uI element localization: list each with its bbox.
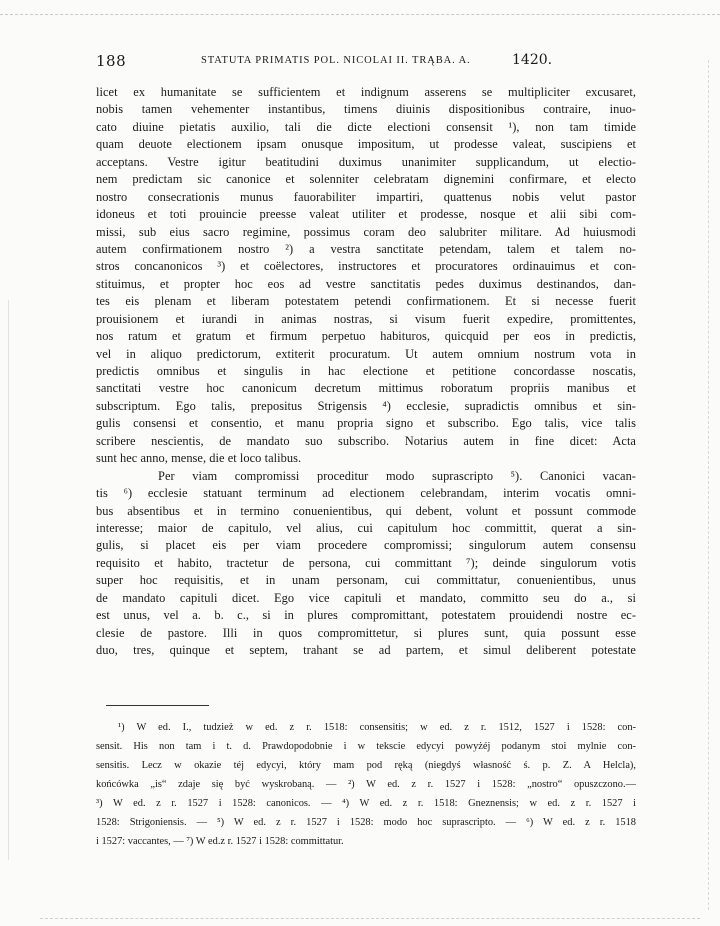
main-text (96, 84, 636, 659)
text-line: autem confirmationem nostro ²) a vestra sanctitate petendam, talem et talem no- (96, 241, 636, 256)
scan-edge-top (0, 14, 720, 15)
text-line: quam deuote electionem ipsam onusque impositum, ut prodesse valeat, suscipiens et (96, 137, 636, 152)
running-year: 1420. (512, 52, 553, 68)
text-line: super hoc requisitis, et in unam personam, cui committatur, conuenientibus, unus (96, 573, 636, 588)
text-line: est unus, vel a. b. c., si in plures compromittant, potestatem prouidendi nostre ec- (96, 608, 636, 623)
text-line: clesie de pastore. Illi in quos compromittetur, si plures sunt, quia possunt esse (96, 625, 636, 640)
text-line: interesse; maior de capitulo, vel alius, cui capitulum hoc committit, querat a sin- (96, 520, 636, 535)
scan-edge-bottom (40, 918, 700, 919)
text-line: Per viam compromissi proceditur modo suprascripto ⁵). Canonici vacan- (158, 468, 636, 483)
text-line: duo, tres, quinque et septem, trahant se ad partem, et simul deliberent potestate (96, 643, 636, 657)
footnote-line: ³) W ed. z r. 1527 i 1528: canonicos. — ⁴) W ed. z r. 1518: Gneznensis; w ed. z r. 1527 i (96, 798, 636, 809)
text-line: nos ratum et gratum et firmum perpetuo habituros, quicquid per eos in predictis, (96, 329, 636, 344)
text-line: vel in aliquo predictorum, extiterit procuratum. Ut autem omnium nostrum vota in (96, 346, 636, 361)
page-number: 188 (96, 52, 127, 70)
text-line: cato diuine pietatis auxilio, tali die dicte electioni consensit ¹), non tam timide (96, 119, 636, 134)
text-line: predictis omnibus et singulis in hac electione et petitione concordasse noscatis, (96, 364, 636, 378)
text-line: scribere nescientis, de mandato suo subscribo. Notarius autem in fine dicet: Acta (96, 433, 636, 448)
footnote-line: 1528: Strigoniensis. — ⁵) W ed. z r. 1527 i 1528: modo hoc suprascripto. — ⁶) W ed. z r. 1518 (96, 817, 636, 828)
footnotes (96, 718, 636, 851)
text-line: requisito et habito, tractetur de persona, cui committant ⁷); deinde singulorum votis (96, 555, 636, 570)
text-line: nem predictam sic canonice et solenniter celebratam dignemini confirmare, et electo (96, 172, 636, 187)
text-line: subscriptum. Ego talis, prepositus Strigensis ⁴) ecclesie, supradictis omnibus et sin- (96, 398, 636, 413)
text-line: idoneus et toti prouincie preesse valeat utiliter et prodesse, nosque et alii sibi com- (96, 207, 636, 222)
footnote-line: i 1527: vaccantes, — ⁷) W ed.z r. 1527 i 1528: committatur. (96, 836, 344, 847)
text-line: de mandato capituli dicet. Ego vice capituli et mandato, committo seu do a., si (96, 590, 636, 605)
scan-edge-left (8, 300, 9, 860)
text-line: nobis tamen vehementer instantibus, timens diuinis dispositionibus contraire, inuo- (96, 102, 636, 117)
text-line: gulis consensi et consentio, et manu propria signo et subscribo. Ego talis, vice talis (96, 416, 636, 431)
text-line: sanctitati vestre hoc canonicum decretum mittimus roboratum propriis manibus et (96, 381, 636, 396)
text-line: prouisionem et iurandi in animas nostras, si visum fuerit expedire, promittentes, (96, 311, 636, 326)
footnote-line: końcówka „is“ zdaje się być wyskrobaną. — ²) W ed. z r. 1527 i 1528: „nostro“ opuszczono.— (96, 779, 636, 790)
running-title: STATUTA PRIMATIS POL. NICOLAI II. TRĄBA. A. (201, 55, 471, 66)
text-line: nostro consecrationis munus fauorabiliter impartiri, quattenus nobis velut pastor (96, 189, 636, 204)
footnote-rule (106, 705, 209, 706)
text-line: acceptans. Vestre igitur beatitudini duximus unanimiter supplicandum, ut electio- (96, 154, 636, 169)
scan-edge-right (708, 60, 709, 910)
footnote-line: ¹) W ed. I., tudzież w ed. z r. 1518: consensitis; w ed. z r. 1512, 1527 i 1528: con- (118, 722, 636, 733)
text-line: tes eis plenam et liberam potestatem petendi confirmationem. Et si necesse fuerit (96, 294, 636, 309)
text-line: gulis, si placet eis per viam procedere compromissi; singulorum autem consensu (96, 538, 636, 553)
page-header (96, 52, 636, 74)
text-line: missi, sub eius sacro regimine, possimus coram deo salubriter militare. Ad huiusmodi (96, 224, 636, 239)
text-line: stituimus, et propter hoc eos ad vestre sanctitatis pedes duximus destinandos, dan- (96, 276, 636, 291)
text-line: sunt hec anno, mense, die et loco talibus. (96, 451, 302, 466)
footnote-line: sensitis. Lecz w okazie téj edycyi, który mam pod ręką (niegdyś własność ś. p. Z. A Helcla), (96, 760, 636, 771)
text-line: licet ex humanitate se sufficientem et indignum asserens se multipliciter excusaret, (96, 85, 636, 99)
text-line: stros concanonicos ³) et coëlectores, instructores et procuratores ordinauimus et con- (96, 259, 636, 274)
text-line: tis ⁶) ecclesie statuant terminum ad electionem celebrandam, interim vocatis omni- (96, 486, 636, 501)
footnote-line: sensit. His non tam i t. d. Prawdopodobnie i w tekscie edycyi powyżéj podanym stoi mylnie con- (96, 741, 636, 752)
text-line: bus absentibus et in termino conuenientibus, qui debent, volunt et possunt commode (96, 503, 636, 518)
